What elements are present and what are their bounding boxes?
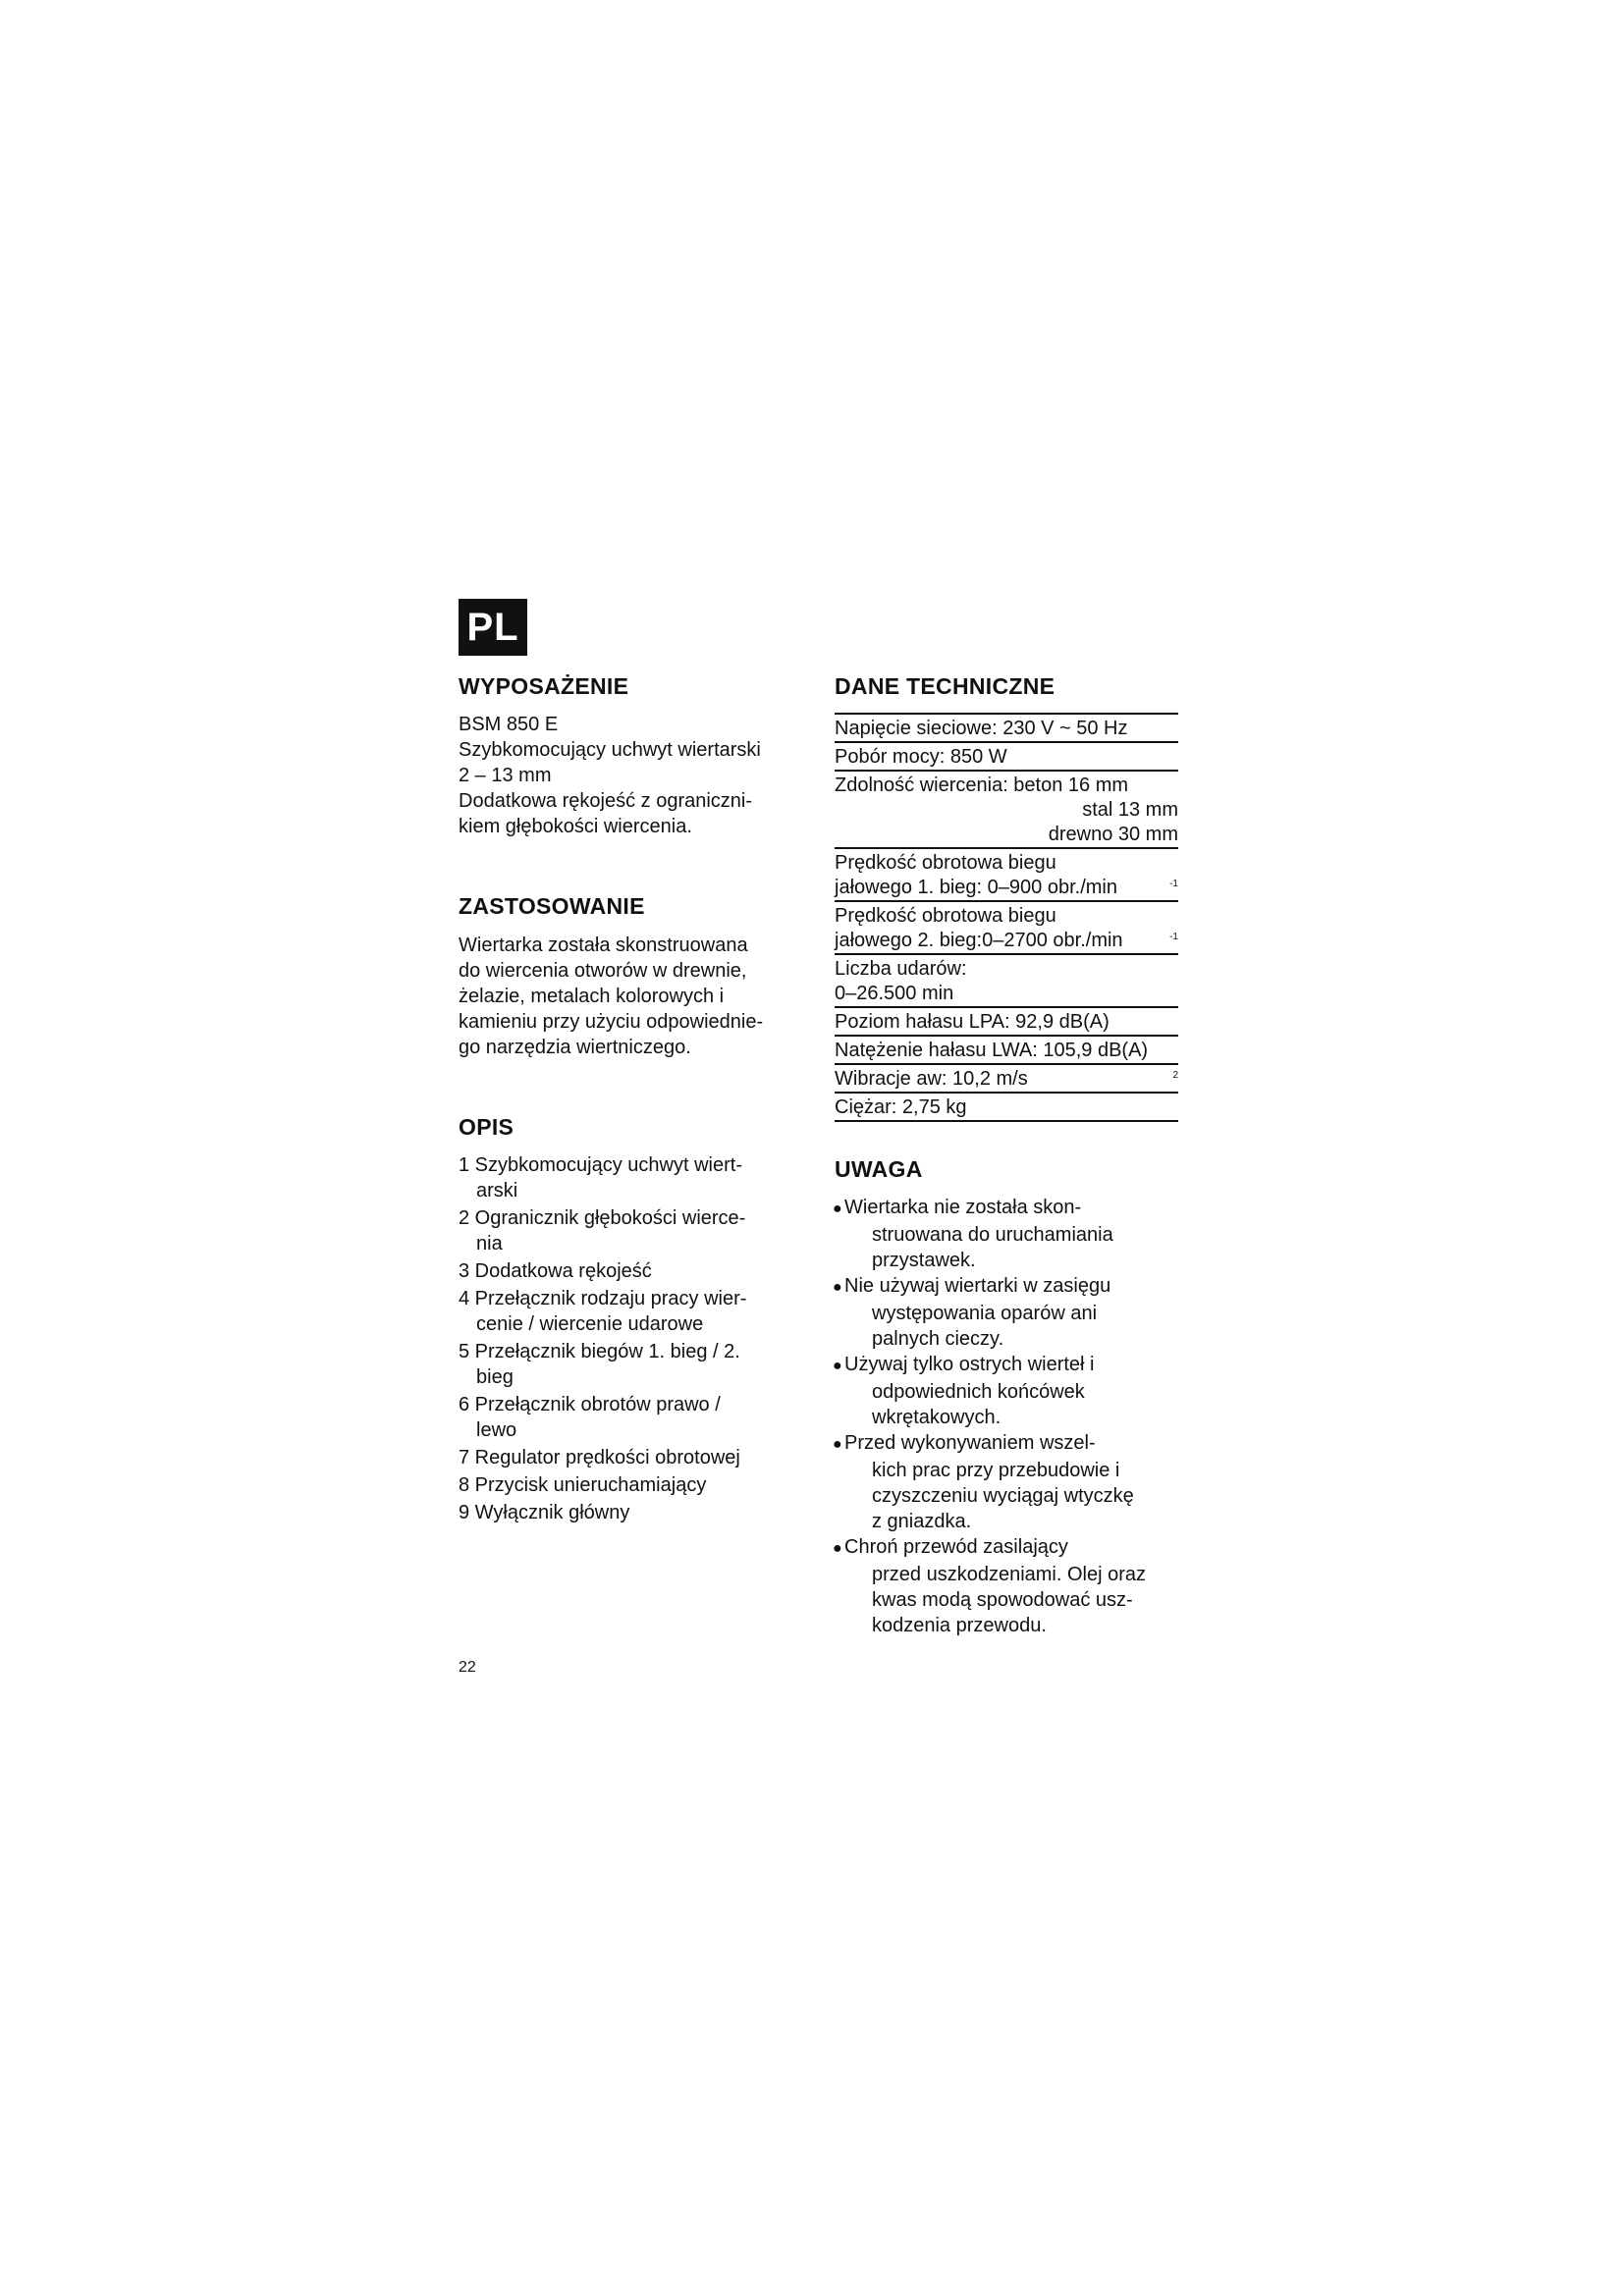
list-item-text: 6 Przełącznik obrotów prawo /: [459, 1394, 721, 1415]
spec-text: Napięcie sieciowe: 230 V ~ 50 Hz: [835, 718, 1128, 739]
list-item-text: Używaj tylko ostrych wierteł i: [844, 1354, 1095, 1375]
text-line: Wiertarka została skonstruowana: [459, 934, 748, 956]
list-item: [459, 1500, 746, 1525]
text-line: Dodatkowa rękojeść z ograniczni-: [459, 790, 753, 812]
spec-text: Pobór mocy: 850 W: [835, 746, 1007, 768]
zastosowanie-heading: ZASTOSOWANIE: [459, 893, 645, 919]
dane-techniczne-heading: DANE TECHNICZNE: [835, 673, 1056, 699]
spec-row: [835, 1094, 1178, 1122]
bullet-icon: ●: [833, 1540, 842, 1557]
bullet-icon: ●: [833, 1279, 842, 1296]
list-item: [459, 1392, 746, 1443]
zastosowanie-body: [459, 933, 763, 1060]
superscript: -1: [1169, 879, 1178, 889]
bullet-icon: ●: [833, 1358, 842, 1374]
list-item-cont: przystawek.: [872, 1250, 976, 1271]
spec-row: [835, 1065, 1178, 1094]
spec-text: Prędkość obrotowa biegu: [835, 852, 1056, 874]
list-item-text: 3 Dodatkowa rękojeść: [459, 1260, 652, 1282]
list-item-cont: struowana do uruchamiania: [872, 1224, 1113, 1246]
superscript: -1: [1169, 932, 1178, 942]
opis-heading: OPIS: [459, 1114, 514, 1140]
list-item-cont: kodzenia przewodu.: [872, 1615, 1047, 1636]
list-item-cont: z gniazdka.: [872, 1511, 972, 1532]
text-line: kiem głębokości wiercenia.: [459, 816, 692, 837]
list-item-cont: nia: [476, 1233, 503, 1255]
bullet-icon: ●: [833, 1436, 842, 1453]
page-number: 22: [459, 1659, 476, 1676]
text-line: do wiercenia otworów w drewnie,: [459, 960, 747, 982]
spec-row: [835, 1008, 1178, 1037]
spec-text: Zdolność wiercenia: beton 16 mm: [835, 774, 1129, 796]
list-item: [833, 1534, 1186, 1638]
spec-text: Liczba udarów:: [835, 958, 967, 980]
list-item-text: 7 Regulator prędkości obrotowej: [459, 1447, 740, 1468]
text-line: kamieniu przy użyciu odpowiednie-: [459, 1011, 764, 1033]
list-item-text: Nie używaj wiertarki w zasięgu: [844, 1275, 1111, 1297]
list-item: [833, 1273, 1186, 1352]
text-line: żelazie, metalach kolorowych i: [459, 986, 725, 1007]
list-item: [459, 1445, 746, 1470]
spec-text: stal 13 mm: [1082, 799, 1178, 821]
superscript: 2: [1172, 1070, 1178, 1081]
list-item-cont: odpowiednich końcówek: [872, 1381, 1085, 1403]
spec-text: jałowego 2. bieg:0–2700 obr./min: [835, 930, 1123, 951]
list-item: [459, 1339, 746, 1390]
spec-text: Poziom hałasu LPA: 92,9 dB(A): [835, 1011, 1110, 1033]
list-item-cont: wkrętakowych.: [872, 1407, 1001, 1428]
list-item-text: Chroń przewód zasilający: [844, 1536, 1068, 1558]
wyposazenie-body: [459, 712, 761, 839]
list-item: [833, 1430, 1186, 1534]
spec-row: [835, 1037, 1178, 1065]
list-item: [833, 1352, 1186, 1430]
list-item-text: 8 Przycisk unieruchamiający: [459, 1474, 707, 1496]
list-item-text: Przed wykonywaniem wszel-: [844, 1432, 1096, 1454]
list-item-text: Wiertarka nie została skon-: [844, 1197, 1082, 1218]
list-item: [459, 1472, 746, 1498]
list-item-text: 4 Przełącznik rodzaju pracy wier-: [459, 1288, 747, 1309]
list-item-cont: czyszczeniu wyciągaj wtyczkę: [872, 1485, 1134, 1507]
uwaga-list: [833, 1195, 1186, 1638]
spec-text: drewno 30 mm: [1048, 824, 1178, 845]
spec-text: Prędkość obrotowa biegu: [835, 905, 1056, 927]
opis-list: [459, 1152, 746, 1527]
list-item-cont: palnych cieczy.: [872, 1328, 1004, 1350]
list-item-text: 2 Ogranicznik głębokości wierce-: [459, 1207, 746, 1229]
text-line: Szybkomocujący uchwyt wiertarski: [459, 739, 761, 761]
bullet-icon: ●: [833, 1201, 842, 1217]
list-item-cont: bieg: [476, 1366, 514, 1388]
wyposazenie-heading: WYPOSAŻENIE: [459, 673, 629, 699]
list-item-cont: cenie / wiercenie udarowe: [476, 1313, 704, 1335]
list-item-text: 1 Szybkomocujący uchwyt wiert-: [459, 1154, 742, 1176]
spec-row: [835, 849, 1178, 902]
spec-row: [835, 955, 1178, 1008]
spec-row: [835, 743, 1178, 772]
list-item-text: 5 Przełącznik biegów 1. bieg / 2.: [459, 1341, 740, 1362]
spec-text: 0–26.500 min: [835, 983, 954, 1004]
list-item: [459, 1205, 746, 1256]
spec-text: Ciężar: 2,75 kg: [835, 1096, 967, 1118]
list-item-cont: arski: [476, 1180, 518, 1201]
text-line: BSM 850 E: [459, 714, 559, 735]
list-item-cont: występowania oparów ani: [872, 1303, 1098, 1324]
list-item-cont: kwas modą spowodować usz-: [872, 1589, 1133, 1611]
spec-text: Natężenie hałasu LWA: 105,9 dB(A): [835, 1040, 1149, 1061]
language-badge: PL: [459, 599, 527, 656]
spec-text: Wibracje aw: 10,2 m/s: [835, 1068, 1028, 1090]
spec-table: [835, 713, 1178, 1122]
text-line: 2 – 13 mm: [459, 765, 552, 786]
list-item-cont: lewo: [476, 1419, 517, 1441]
list-item: [459, 1258, 746, 1284]
list-item: [459, 1286, 746, 1337]
uwaga-heading: UWAGA: [835, 1156, 923, 1182]
list-item-text: 9 Wyłącznik główny: [459, 1502, 630, 1523]
list-item-cont: przed uszkodzeniami. Olej oraz: [872, 1564, 1147, 1585]
text-line: go narzędzia wiertniczego.: [459, 1037, 691, 1058]
spec-text: jałowego 1. bieg: 0–900 obr./min: [835, 877, 1117, 898]
spec-row: [835, 713, 1178, 743]
list-item: [459, 1152, 746, 1203]
spec-row: [835, 902, 1178, 955]
list-item: [833, 1195, 1186, 1273]
list-item-cont: kich prac przy przebudowie i: [872, 1460, 1120, 1481]
spec-row: [835, 772, 1178, 849]
